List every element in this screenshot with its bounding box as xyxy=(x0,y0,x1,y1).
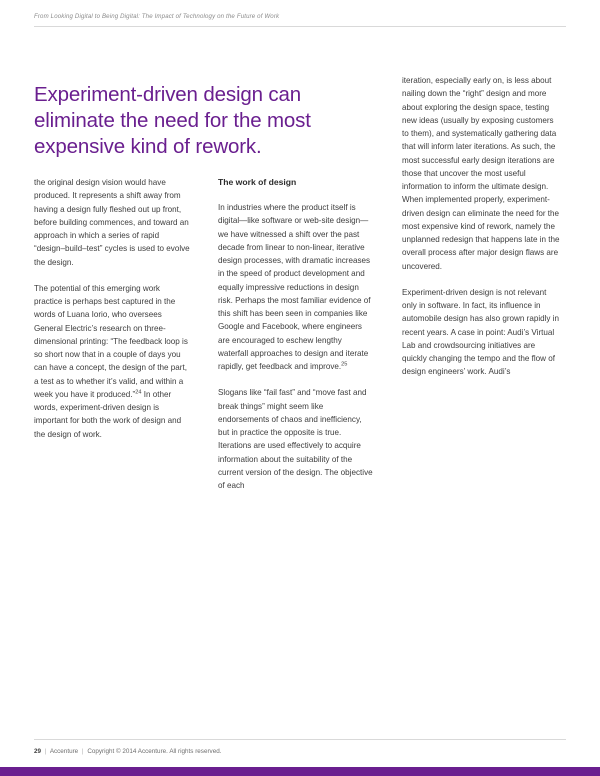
footnote-marker: 25 xyxy=(341,361,348,368)
accent-bar xyxy=(0,767,600,776)
paragraph: Slogans like “fail fast” and “move fast and break things” might seem like endorsements of chaos and inefficiency, but in practice the opposite is true. Iterations are used effectively to acquire information about the suitability of the current version of the design. The objective of each xyxy=(218,388,373,490)
footnote-marker: 24 xyxy=(135,389,142,396)
section-subheading: The work of design xyxy=(218,177,297,187)
header-divider xyxy=(34,26,566,27)
paragraph: iteration, especially early on, is less about nailing down the “right” design and more about exploring the design space, testing new ideas (usually by exposing customers to them), and systematically gathering data that will inform later iterations. As such, the most successful early design iterations are those that uncover the most useful information to inform the ultimate design. When implemented properly, experiment-driven design can eliminate the need for the most expensive kind of rework, namely the unplanned redesign that happens late in the overall process after major design flaws are uncovered. xyxy=(402,76,560,271)
page-number: 29 xyxy=(34,748,42,755)
running-header: From Looking Digital to Being Digital: The Impact of Technology on the Future of Work xyxy=(34,13,280,20)
page-footer xyxy=(34,748,221,755)
footer-brand: Accenture xyxy=(49,748,79,755)
page-title: Experiment-driven design can eliminate the need for the most expensive kind of rework. xyxy=(34,82,311,158)
body-column-2 xyxy=(218,176,374,505)
body-column-1 xyxy=(34,176,190,454)
footer-copyright: Copyright © 2014 Accenture. All rights reserved. xyxy=(87,748,222,755)
paragraph: In industries where the product itself is digital—like software or web-site design—we have witnessed a shift over the past decade from linear to non-linear, iterative design processes, with dramatic increases in the speed of product development and equally impressive reductions in design risk. Perhaps the most familiar evidence of this shift has been seen in companies like Google and Facebook, where engineers are encouraged to eschew lengthy waterfall approaches to design and iterate rapidly, get feedback and improve.$^{25}$ xyxy=(218,203,371,371)
paragraph: Experiment-driven design is not relevant only in software. In fact, its influence in automobile design has also grown rapidly in recent years. A case in point: Audi’s Virtual Lab and crowdsourcing initiatives are quickly changing the tempo and the flow of design engineers’ work. Audi’s xyxy=(402,287,560,377)
footer-divider xyxy=(34,739,566,740)
body-column-3 xyxy=(402,74,562,392)
footer-separator: | xyxy=(81,748,84,755)
footer-separator: | xyxy=(44,748,47,755)
paragraph xyxy=(34,282,190,441)
paragraph-text: The potential of this emerging work practice is perhaps best captured in the words of Luana Iorio, who oversees General Electric’s research on three-dimensional printing: “The feedback loop is so short now that in a couple of days you can have a concept, the design of the part, a test as to whether it’s valid, and within a week you have it produced.”$^{24}$ In other words, experiment-driven design is important for both the work of design and the design of work. xyxy=(34,283,188,439)
paragraph: the original design vision would have produced. It represents a shift away from having a design fully fleshed out up front, before building commences, and toward an approach in which a series of rapid “design–build–test” cycles is used to evolve the design. xyxy=(34,178,190,267)
